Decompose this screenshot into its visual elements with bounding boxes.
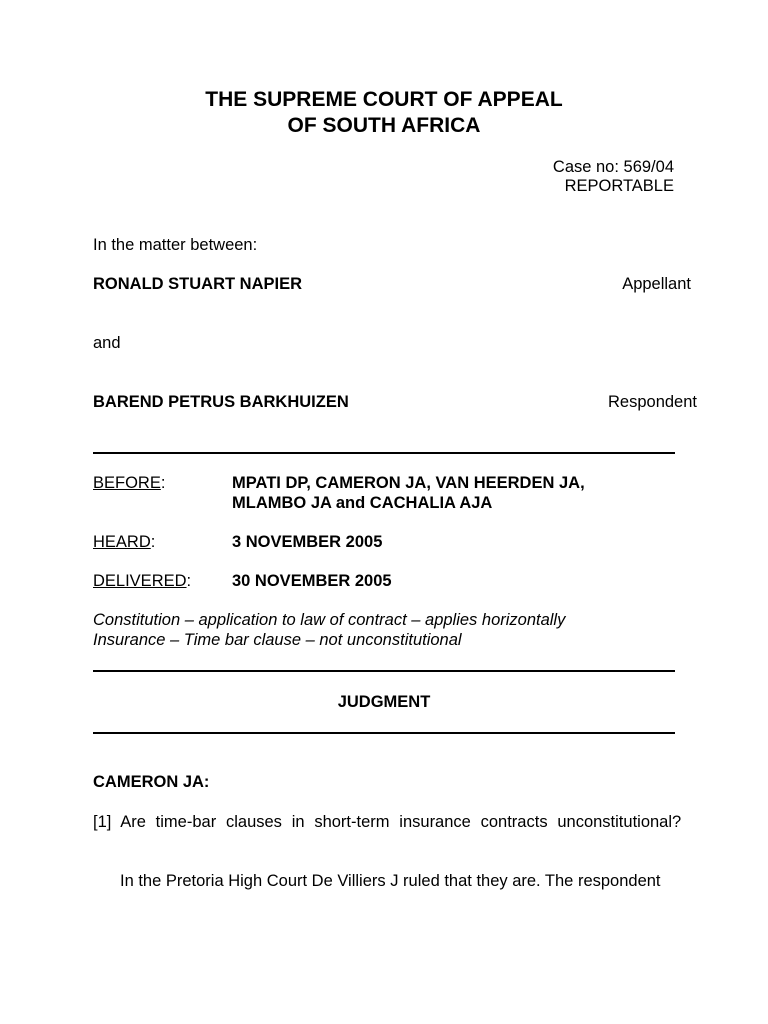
delivered-label: DELIVERED [93, 572, 187, 590]
heard-date: 3 NOVEMBER 2005 [232, 533, 383, 551]
court-title-line2: OF SOUTH AFRICA [287, 114, 481, 137]
divider [93, 670, 675, 672]
before-label: BEFORE [93, 474, 161, 492]
divider [93, 732, 675, 734]
paragraph-1-line1: [1] Are time-bar clauses in short-term insurance contracts unconstitutional? [93, 813, 682, 831]
respondent-name: BAREND PETRUS BARKHUIZEN [93, 393, 349, 411]
summary-line1: Constitution – application to law of contract – applies horizontally [93, 611, 566, 629]
appellant-role: Appellant [622, 275, 691, 293]
case-number: Case no: 569/04 [552, 158, 674, 176]
heard-colon: : [150, 533, 156, 551]
paragraph-1-line2: In the Pretoria High Court De Villiers J ruled that they are. The respondent [120, 872, 661, 890]
summary-line2: Insurance – Time bar clause – not unconstitutional [93, 631, 462, 649]
heard-label: HEARD [93, 533, 151, 551]
before-judges-line1: MPATI DP, CAMERON JA, VAN HEERDEN JA, [232, 474, 585, 492]
court-title-line1: THE SUPREME COURT OF APPEAL [205, 88, 563, 111]
delivered-date: 30 NOVEMBER 2005 [232, 572, 392, 590]
matter-intro: In the matter between: [93, 236, 258, 254]
appellant-name: RONALD STUART NAPIER [93, 275, 302, 293]
delivered-label-group [93, 572, 191, 591]
case-status: REPORTABLE [564, 177, 674, 195]
before-label-group [93, 474, 165, 493]
judgment-heading: JUDGMENT [337, 693, 431, 711]
before-colon: : [160, 474, 166, 492]
divider [93, 452, 675, 454]
conjunction: and [93, 334, 121, 352]
judge-author: CAMERON JA: [93, 773, 210, 791]
before-judges-line2: MLAMBO JA and CACHALIA AJA [232, 494, 493, 512]
respondent-role: Respondent [608, 393, 697, 411]
delivered-colon: : [186, 572, 192, 590]
heard-label-group [93, 533, 155, 552]
